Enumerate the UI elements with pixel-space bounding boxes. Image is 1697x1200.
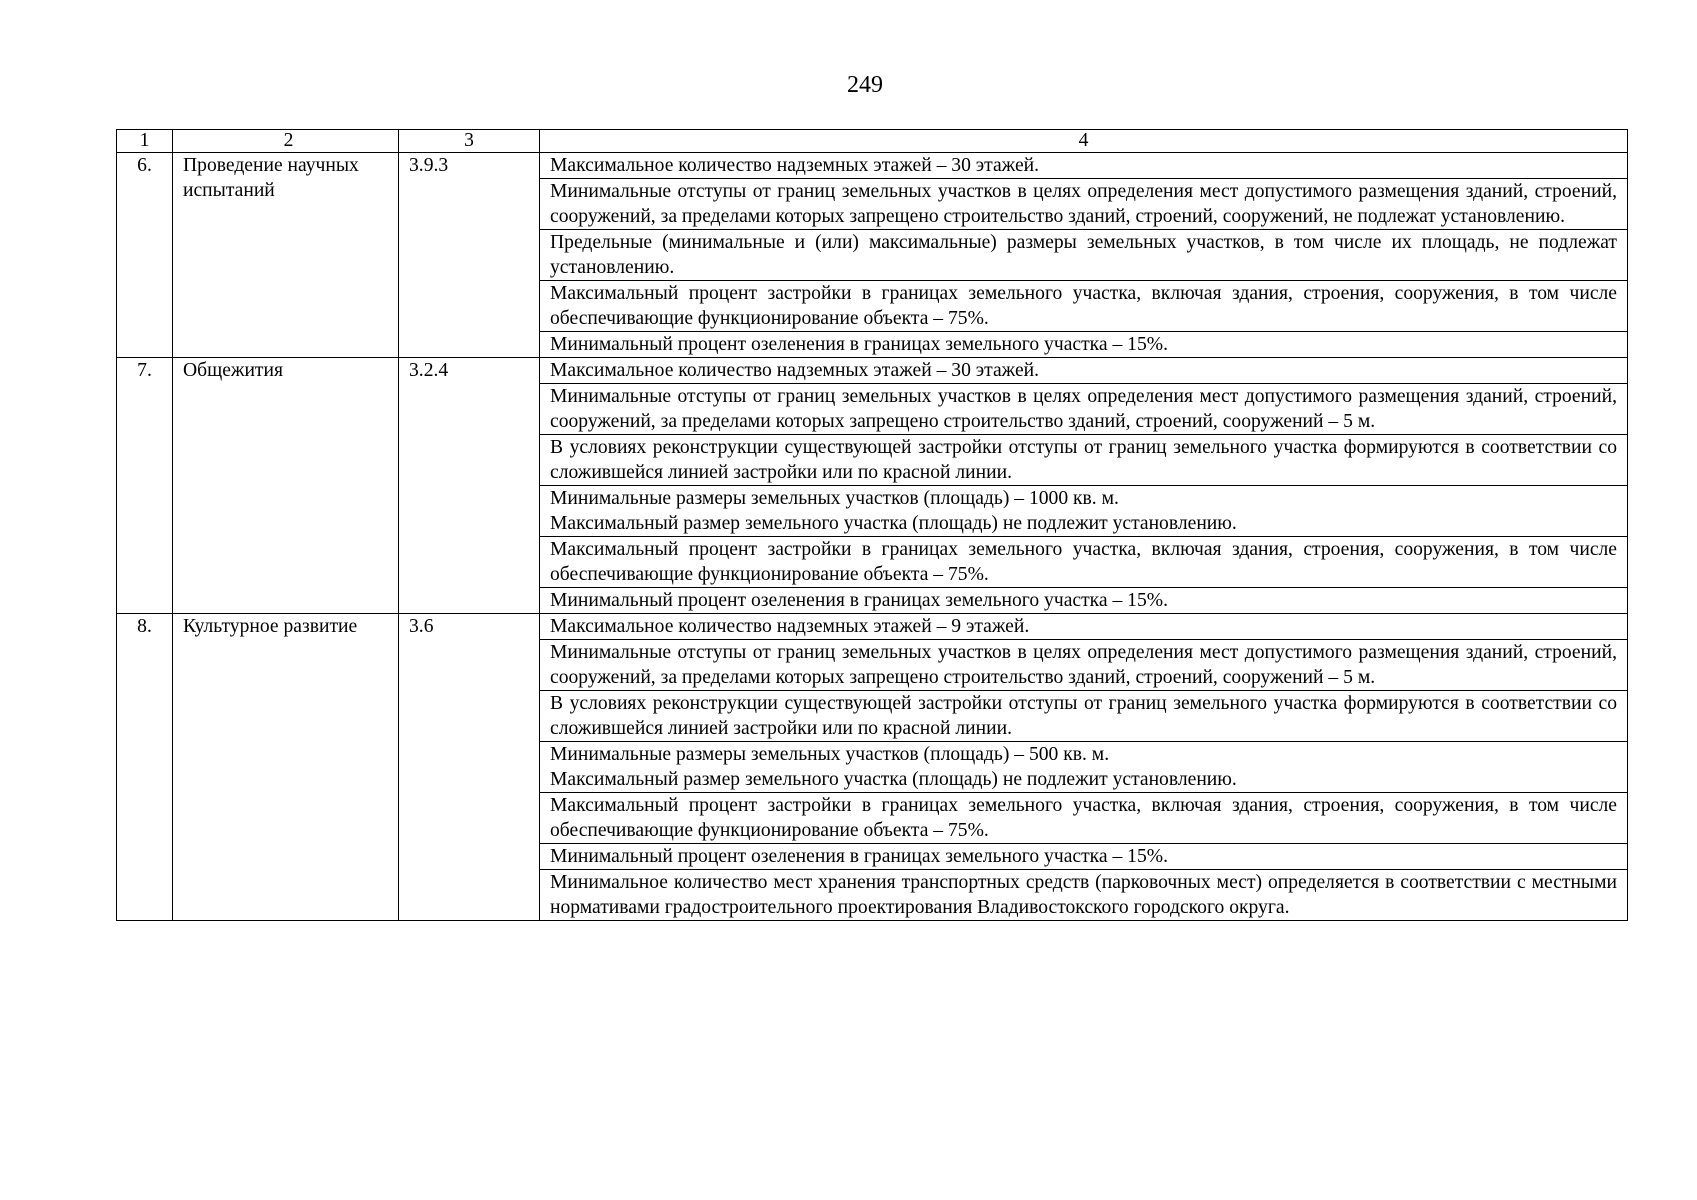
use-type-name: Общежития bbox=[173, 358, 399, 614]
use-type-name: Проведение научных испытаний bbox=[173, 153, 399, 358]
parameter-text: Максимальное количество надземных этажей – 30 этажей. bbox=[550, 155, 1040, 176]
parameter-text: Максимальный размер земельного участка (площадь) не подлежит установлению. bbox=[550, 769, 1237, 790]
table-row bbox=[117, 153, 1628, 179]
row-number: 6. bbox=[117, 153, 173, 358]
parameter-cell bbox=[540, 614, 1628, 640]
page-number: 249 bbox=[847, 72, 883, 98]
parameter-cell bbox=[540, 332, 1628, 358]
parameter-text: Максимальное количество надземных этажей – 9 этажей. bbox=[550, 616, 1030, 637]
row-number: 7. bbox=[117, 358, 173, 614]
parameter-cell bbox=[540, 870, 1628, 921]
table-row bbox=[117, 358, 1628, 384]
header-cell: 4 bbox=[540, 130, 1628, 153]
parameter-cell bbox=[540, 486, 1628, 537]
parameter-cell bbox=[540, 742, 1628, 793]
parameter-cell bbox=[540, 537, 1628, 588]
parameter-text: Минимальный процент озеленения в границах земельного участка – 15%. bbox=[550, 846, 1168, 867]
parameter-cell bbox=[540, 153, 1628, 179]
parameter-text: Минимальные размеры земельных участков (площадь) – 500 кв. м. bbox=[550, 744, 1110, 765]
parameter-text: Минимальные отступы от границ земельных участков в целях определения мест допустимого размещения зданий, строений, сооружений, за пределами которых запрещено строительство зданий, строений, сооружений – 5 м. bbox=[550, 386, 1617, 432]
use-type-code: 3.6 bbox=[399, 614, 540, 921]
parameter-cell bbox=[540, 281, 1628, 332]
parameter-text: В условиях реконструкции существующей застройки отступы от границ земельного участка формируются в соответствии со сложившейся линией застройки или по красной линии. bbox=[550, 693, 1617, 739]
row-number: 8. bbox=[117, 614, 173, 921]
table-row bbox=[117, 614, 1628, 640]
regulations-table bbox=[116, 129, 1628, 921]
parameter-text: Минимальное количество мест хранения транспортных средств (парковочных мест) определяется в соответствии с местными нормативами градостроительного проектирования Владивостокского городского округа. bbox=[550, 872, 1617, 918]
parameter-cell bbox=[540, 384, 1628, 435]
parameter-text: Минимальные размеры земельных участков (площадь) – 1000 кв. м. bbox=[550, 488, 1119, 509]
parameter-cell bbox=[540, 179, 1628, 230]
use-type-code: 3.9.3 bbox=[399, 153, 540, 358]
parameter-cell bbox=[540, 230, 1628, 281]
parameter-text: Минимальные отступы от границ земельных участков в целях определения мест допустимого размещения зданий, строений, сооружений, за пределами которых запрещено строительство зданий, строений, сооружений, не подлежат установлению. bbox=[550, 181, 1617, 227]
parameter-text: Максимальный размер земельного участка (площадь) не подлежит установлению. bbox=[550, 513, 1237, 534]
header-cell: 3 bbox=[399, 130, 540, 153]
parameter-text: Минимальные отступы от границ земельных участков в целях определения мест допустимого размещения зданий, строений, сооружений, за пределами которых запрещено строительство зданий, строений, сооружений – 5 м. bbox=[550, 642, 1617, 688]
parameter-cell bbox=[540, 793, 1628, 844]
parameter-text: Максимальный процент застройки в границах земельного участка, включая здания, строения, сооружения, в том числе обеспечивающие функционирование объекта – 75%. bbox=[550, 539, 1617, 585]
use-type-name: Культурное развитие bbox=[173, 614, 399, 921]
parameter-cell bbox=[540, 691, 1628, 742]
parameter-text: Максимальный процент застройки в границах земельного участка, включая здания, строения, сооружения, в том числе обеспечивающие функционирование объекта – 75%. bbox=[550, 795, 1617, 841]
parameter-cell bbox=[540, 358, 1628, 384]
parameter-text: Минимальный процент озеленения в границах земельного участка – 15%. bbox=[550, 590, 1168, 611]
parameter-text: Предельные (минимальные и (или) максимальные) размеры земельных участков, в том числе их площадь, не подлежат установлению. bbox=[550, 232, 1617, 278]
parameter-cell bbox=[540, 435, 1628, 486]
parameter-cell bbox=[540, 844, 1628, 870]
header-cell: 2 bbox=[173, 130, 399, 153]
parameter-text: Максимальный процент застройки в границах земельного участка, включая здания, строения, сооружения, в том числе обеспечивающие функционирование объекта – 75%. bbox=[550, 283, 1617, 329]
parameter-cell bbox=[540, 588, 1628, 614]
parameter-text: В условиях реконструкции существующей застройки отступы от границ земельного участка формируются в соответствии со сложившейся линией застройки или по красной линии. bbox=[550, 437, 1617, 483]
header-cell: 1 bbox=[117, 130, 173, 153]
parameter-text: Максимальное количество надземных этажей – 30 этажей. bbox=[550, 360, 1040, 381]
parameter-cell bbox=[540, 640, 1628, 691]
header-row bbox=[117, 130, 1628, 153]
parameter-text: Минимальный процент озеленения в границах земельного участка – 15%. bbox=[550, 334, 1168, 355]
use-type-code: 3.2.4 bbox=[399, 358, 540, 614]
